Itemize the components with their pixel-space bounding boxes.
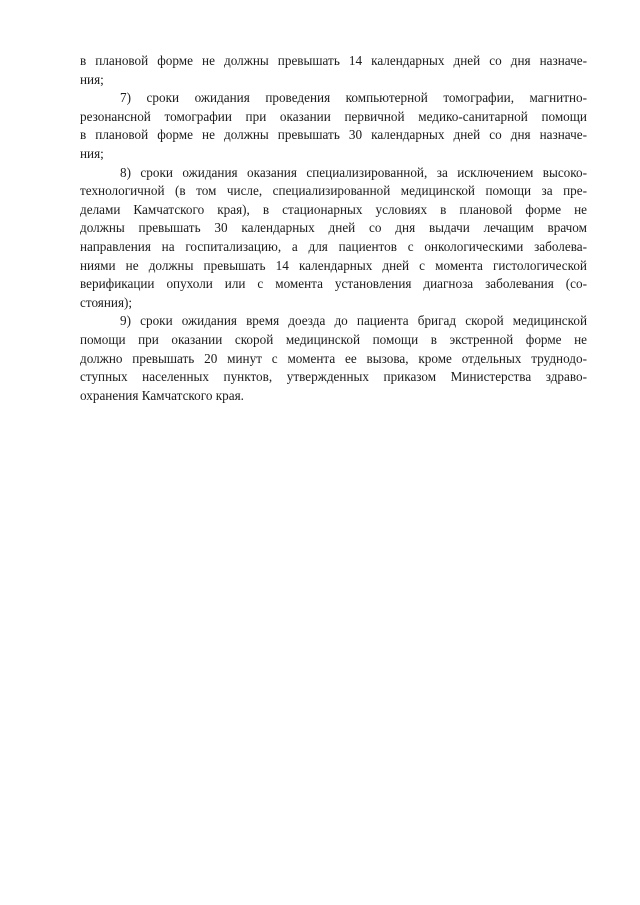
paragraph-item-8 xyxy=(80,164,587,313)
text-line: помощи при оказании скорой медицинской помощи в экстренной форме не xyxy=(80,331,587,347)
paragraph-item-9 xyxy=(80,312,587,405)
text-line: верификации опухоли или с момента установления диагноза заболевания (со- xyxy=(80,276,587,292)
text-line: резонансной томографии при оказании первичной медико-санитарной помощи xyxy=(80,108,587,124)
text-line: 9) сроки ожидания время доезда до пациента бригад скорой медицинской xyxy=(120,313,587,329)
text-line: в плановой форме не должны превышать 14 календарных дней со дня назначе- xyxy=(80,53,587,68)
text-line: охранения Камчатского края. xyxy=(80,387,244,403)
text-line: ступных населенных пунктов, утвержденных приказом Министерства здраво- xyxy=(80,369,587,385)
paragraph-item-7 xyxy=(80,89,587,163)
text-line: стояния); xyxy=(80,294,133,310)
text-line: ния; xyxy=(80,71,104,87)
text-line: должно превышать 20 минут с момента ее вызова, кроме отдельных труднодо- xyxy=(80,350,587,366)
continuation-paragraph xyxy=(80,52,587,89)
text-line: ния; xyxy=(80,145,104,161)
text-line: 8) сроки ожидания оказания специализированной, за исключением высоко- xyxy=(120,164,587,180)
text-line: должны превышать 30 календарных дней со дня выдачи лечащим врачом xyxy=(80,220,587,236)
document-body xyxy=(80,52,587,405)
text-line: делами Камчатского края), в стационарных условиях в плановой форме не xyxy=(80,201,587,217)
text-line: ниями не должны превышать 14 календарных дней с момента гистологической xyxy=(80,257,587,273)
text-line: в плановой форме не должны превышать 30 календарных дней со дня назначе- xyxy=(80,127,587,143)
text-line: технологичной (в том числе, специализированной медицинской помощи за пре- xyxy=(80,183,587,199)
text-line: направления на госпитализацию, а для пациентов с онкологическими заболева- xyxy=(80,238,587,254)
text-line: 7) сроки ожидания проведения компьютерной томографии, магнитно- xyxy=(120,90,587,106)
